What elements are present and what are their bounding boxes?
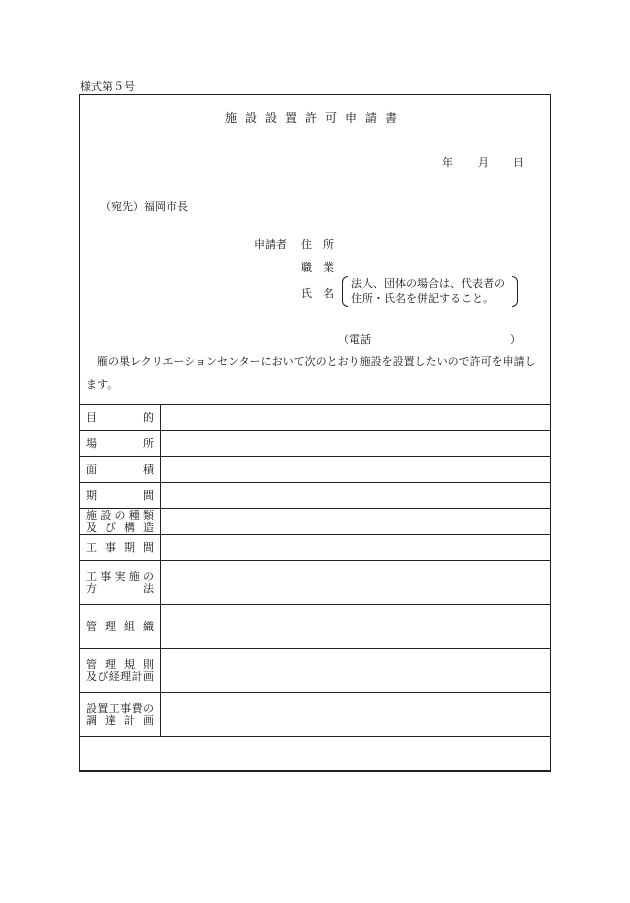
purpose-field[interactable] — [161, 405, 551, 431]
row-label: 工 事 期 間 — [86, 540, 154, 554]
location-field[interactable] — [161, 431, 551, 457]
row-label: 期 間 — [86, 488, 154, 502]
occupation-label: 職 業 — [301, 261, 334, 274]
application-statement: 雁の巣レクリエーションセンターにおいて次のとおり施設を設置したいので許可を申請します。 — [86, 355, 536, 391]
form-number: 様式第５号 — [80, 80, 135, 93]
table-row — [80, 649, 551, 693]
row-label-line-1: 管 理 規 則 — [86, 657, 154, 671]
note-line-1: 法人、団体の場合は、代表者の — [351, 277, 505, 290]
remarks-field[interactable] — [80, 737, 551, 772]
application-form — [79, 94, 551, 771]
period-field[interactable] — [161, 483, 551, 509]
table-row — [80, 509, 551, 535]
facility-type-field[interactable] — [161, 509, 551, 535]
construction-method-field[interactable] — [161, 561, 551, 605]
date-day: 日 — [513, 156, 524, 169]
funding-plan-field[interactable] — [161, 693, 551, 737]
row-label: 管 理 組 織 — [86, 619, 154, 633]
table-row — [80, 431, 551, 457]
corporate-note — [342, 276, 518, 307]
row-label-line-2: 及 び 経 理 計 画 — [86, 669, 154, 683]
row-label: 面 積 — [86, 462, 154, 476]
table-row — [80, 535, 551, 561]
date-month: 月 — [478, 156, 489, 169]
management-rules-field[interactable] — [161, 649, 551, 693]
table-row — [80, 693, 551, 737]
phone-label: （電話 — [338, 333, 371, 346]
management-organization-field[interactable] — [161, 605, 551, 649]
table-row — [80, 737, 551, 772]
construction-period-field[interactable] — [161, 535, 551, 561]
row-label-line-2: 調 達 計 画 — [86, 713, 154, 727]
area-field[interactable] — [161, 457, 551, 483]
form-title: 施設設置許可申請書 — [224, 111, 405, 125]
row-label-line-2: 及 び 構 造 — [86, 520, 154, 534]
row-label: 目 的 — [86, 410, 154, 424]
note-line-2: 住所・氏名を併記すること。 — [351, 292, 494, 305]
row-label-line-1: 工 事 実 施 の — [86, 569, 154, 583]
row-label-line-1: 施 設 の 種 類 — [86, 508, 154, 522]
row-label-line-1: 設 置 工 事 費 の — [86, 701, 154, 715]
applicant-label: 申請者 — [254, 238, 287, 251]
table-row — [80, 405, 551, 431]
name-label: 氏 名 — [301, 287, 334, 300]
row-label: 場 所 — [86, 436, 154, 450]
phone-close: ） — [510, 333, 521, 346]
table-row — [80, 605, 551, 649]
table-row — [80, 483, 551, 509]
bracket-right — [512, 276, 518, 307]
bracket-left — [342, 276, 348, 307]
row-label-line-2: 方 法 — [86, 581, 154, 595]
table-row — [80, 457, 551, 483]
date-year: 年 — [442, 156, 453, 169]
application-details-table — [79, 404, 551, 772]
address-label: 住 所 — [301, 238, 334, 251]
addressee: （宛先）福岡市長 — [100, 200, 188, 213]
table-row — [80, 561, 551, 605]
